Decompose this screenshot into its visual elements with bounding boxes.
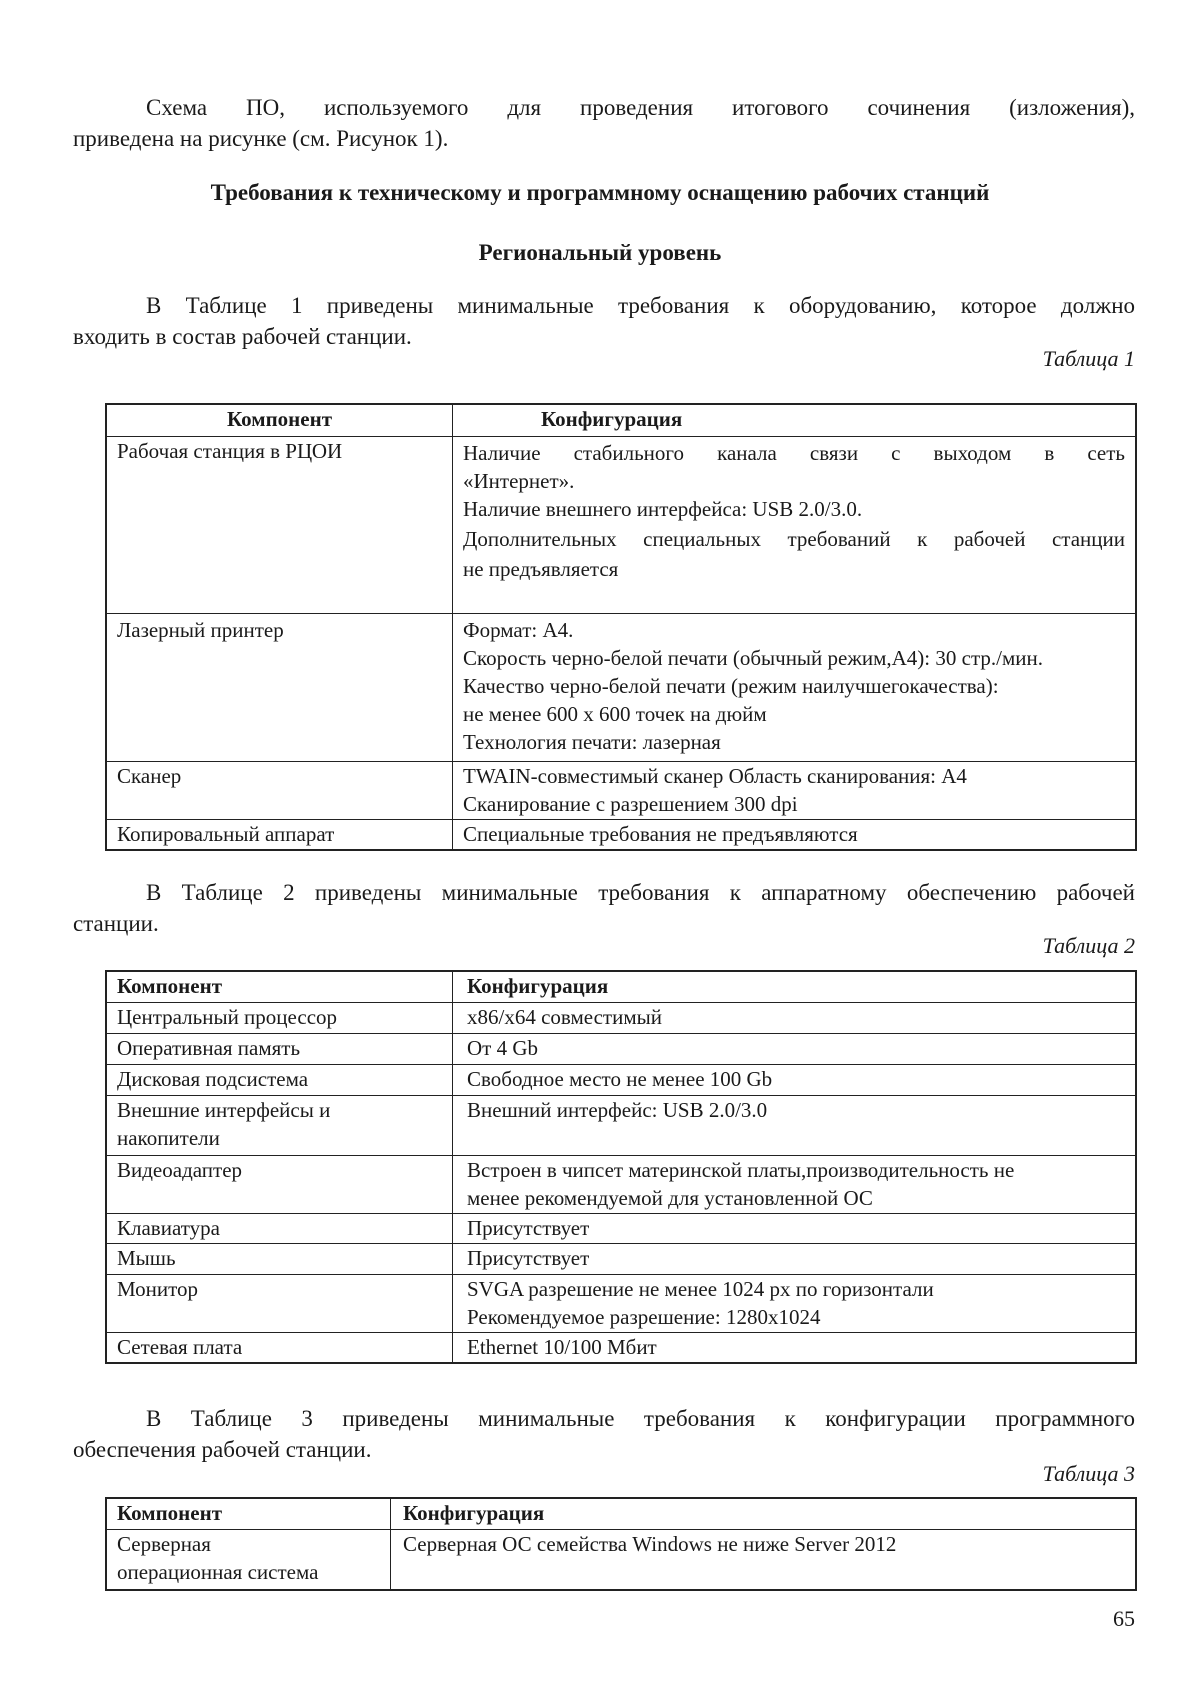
table1-intro-paragraph: [73, 290, 1135, 352]
table1-cell-component: Рабочая станция в РЦОИ: [106, 436, 453, 613]
table-row: [106, 1243, 1136, 1274]
table2-cell-component: Видеоадаптер: [106, 1155, 453, 1213]
table2-cell-component: Сетевая плата: [106, 1332, 453, 1363]
para1-line-1: В Таблице 1 приведены минимальные требования к оборудованию, которое должно: [146, 293, 1135, 318]
table2-cell-component: Центральный процессор: [106, 1002, 453, 1033]
config-line: Скорость черно-белой печати (обычный режим,А4): 30 стр./мин.: [463, 645, 1043, 670]
config-line: Встроен в чипсет материнской платы,производительность не: [467, 1157, 1015, 1182]
table-row: [106, 1064, 1136, 1095]
table-row: [106, 819, 1136, 850]
table2-cell-configuration: Ethernet 10/100 Мбит: [453, 1332, 1137, 1363]
table2-cell-configuration: [453, 1274, 1137, 1332]
table3-header-row: [106, 1498, 1136, 1529]
config-line: Специальные требования не предъявляются: [463, 821, 858, 846]
config-line: Качество черно-белой печати (режим наилучшегокачества):: [463, 673, 999, 698]
table3-cell-configuration: Серверная ОС семейства Windows не ниже Server 2012: [391, 1529, 1137, 1590]
table2-cell-configuration: Свободное место не менее 100 Gb: [453, 1064, 1137, 1095]
section-heading: Требования к техническому и программному оснащению рабочих станций: [210, 180, 990, 205]
table1-cell-component: Копировальный аппарат: [106, 819, 453, 850]
config-line: Рекомендуемое разрешение: 1280x1024: [467, 1304, 821, 1329]
subsection-heading: Региональный уровень: [478, 240, 722, 265]
table3-caption: Таблица 3: [1042, 1461, 1135, 1486]
table2-cell-component: Клавиатура: [106, 1213, 453, 1243]
intro-paragraph: [73, 92, 1135, 154]
para2-line-2: станции.: [73, 911, 159, 936]
config-line: Дополнительных специальных требований к рабочей станции: [463, 526, 1125, 551]
table3: [105, 1497, 1137, 1591]
table2-cell-configuration: От 4 Gb: [453, 1033, 1137, 1064]
table-row: [106, 1155, 1136, 1213]
table2-header-row: [106, 971, 1136, 1002]
table-row: [106, 1529, 1136, 1590]
component-line: Серверная: [117, 1531, 211, 1556]
table2-cell-component: Дисковая подсистема: [106, 1064, 453, 1095]
table3-cell-component: [106, 1529, 391, 1590]
component-line: операционная система: [117, 1559, 319, 1584]
para3-line-2: обеспечения рабочей станции.: [73, 1437, 372, 1462]
table-row: [106, 613, 1136, 761]
table-row: [106, 1332, 1136, 1363]
para1-line-2: входить в состав рабочей станции.: [73, 324, 412, 349]
table-row: [106, 1274, 1136, 1332]
config-line: не менее 600 х 600 точек на дюйм: [463, 701, 767, 726]
table2-cell-component: Оперативная память: [106, 1033, 453, 1064]
table2-header-configuration: Конфигурация: [453, 971, 1137, 1002]
table1-caption: Таблица 1: [1042, 346, 1135, 371]
table2-caption: Таблица 2: [1042, 933, 1135, 958]
para3-line-1: В Таблице 3 приведены минимальные требования к конфигурации программного: [146, 1406, 1135, 1431]
table2-cell-component: Монитор: [106, 1274, 453, 1332]
table2-cell-component: [106, 1095, 453, 1155]
table2-intro-paragraph: [73, 877, 1135, 939]
intro-line-1: Схема ПО, используемого для проведения итогового сочинения (изложения),: [146, 95, 1135, 120]
table1-cell-configuration: [453, 613, 1137, 761]
component-line: Внешние интерфейсы и: [117, 1097, 331, 1122]
table1-cell-component: Сканер: [106, 761, 453, 819]
config-line: SVGA разрешение не менее 1024 px по горизонтали: [467, 1276, 934, 1301]
page-number: 65: [1113, 1606, 1135, 1631]
table-row: [106, 1095, 1136, 1155]
config-line: Формат: А4.: [463, 617, 574, 642]
table2-cell-configuration: [453, 1155, 1137, 1213]
table-row: [106, 761, 1136, 819]
config-line: менее рекомендуемой для установленной ОС: [467, 1185, 873, 1210]
table1-cell-configuration: [453, 819, 1137, 850]
table-row: [106, 1033, 1136, 1064]
table2-cell-component: Мышь: [106, 1243, 453, 1274]
table3-intro-paragraph: [73, 1403, 1135, 1465]
table1-header-row: [106, 404, 1136, 436]
config-line: TWAIN-совместимый сканер Область сканирования: А4: [463, 763, 967, 788]
table1-cell-component: Лазерный принтер: [106, 613, 453, 761]
table2: [105, 970, 1137, 1364]
table2-cell-configuration: Присутствует: [453, 1213, 1137, 1243]
config-line: Наличие стабильного канала связи с выходом в сеть: [463, 440, 1125, 465]
table3-header-configuration: Конфигурация: [391, 1498, 1137, 1529]
table-row: [106, 436, 1136, 613]
intro-line-2: приведена на рисунке (см. Рисунок 1).: [73, 126, 449, 151]
component-line: накопители: [117, 1125, 220, 1150]
config-line: «Интернет».: [463, 468, 575, 493]
table2-cell-configuration: x86/x64 совместимый: [453, 1002, 1137, 1033]
config-line: Сканирование с разрешением 300 dpi: [463, 791, 798, 816]
table1-cell-configuration: [453, 436, 1137, 613]
config-line: не предъявляется: [463, 556, 619, 581]
table2-header-component: Компонент: [106, 971, 453, 1002]
table1: [105, 403, 1137, 851]
config-line: Наличие внешнего интерфейса: USB 2.0/3.0.: [463, 496, 863, 521]
config-line: Технология печати: лазерная: [463, 729, 721, 754]
table1-header-component: Компонент: [106, 404, 453, 436]
table2-cell-configuration: Присутствует: [453, 1243, 1137, 1274]
table3-header-component: Компонент: [106, 1498, 391, 1529]
para2-line-1: В Таблице 2 приведены минимальные требования к аппаратному обеспечению рабочей: [146, 880, 1135, 905]
table1-header-configuration: Конфигурация: [453, 404, 1137, 436]
table1-cell-configuration: [453, 761, 1137, 819]
table2-cell-configuration: Внешний интерфейс: USB 2.0/3.0: [453, 1095, 1137, 1155]
table-row: [106, 1002, 1136, 1033]
table-row: [106, 1213, 1136, 1243]
